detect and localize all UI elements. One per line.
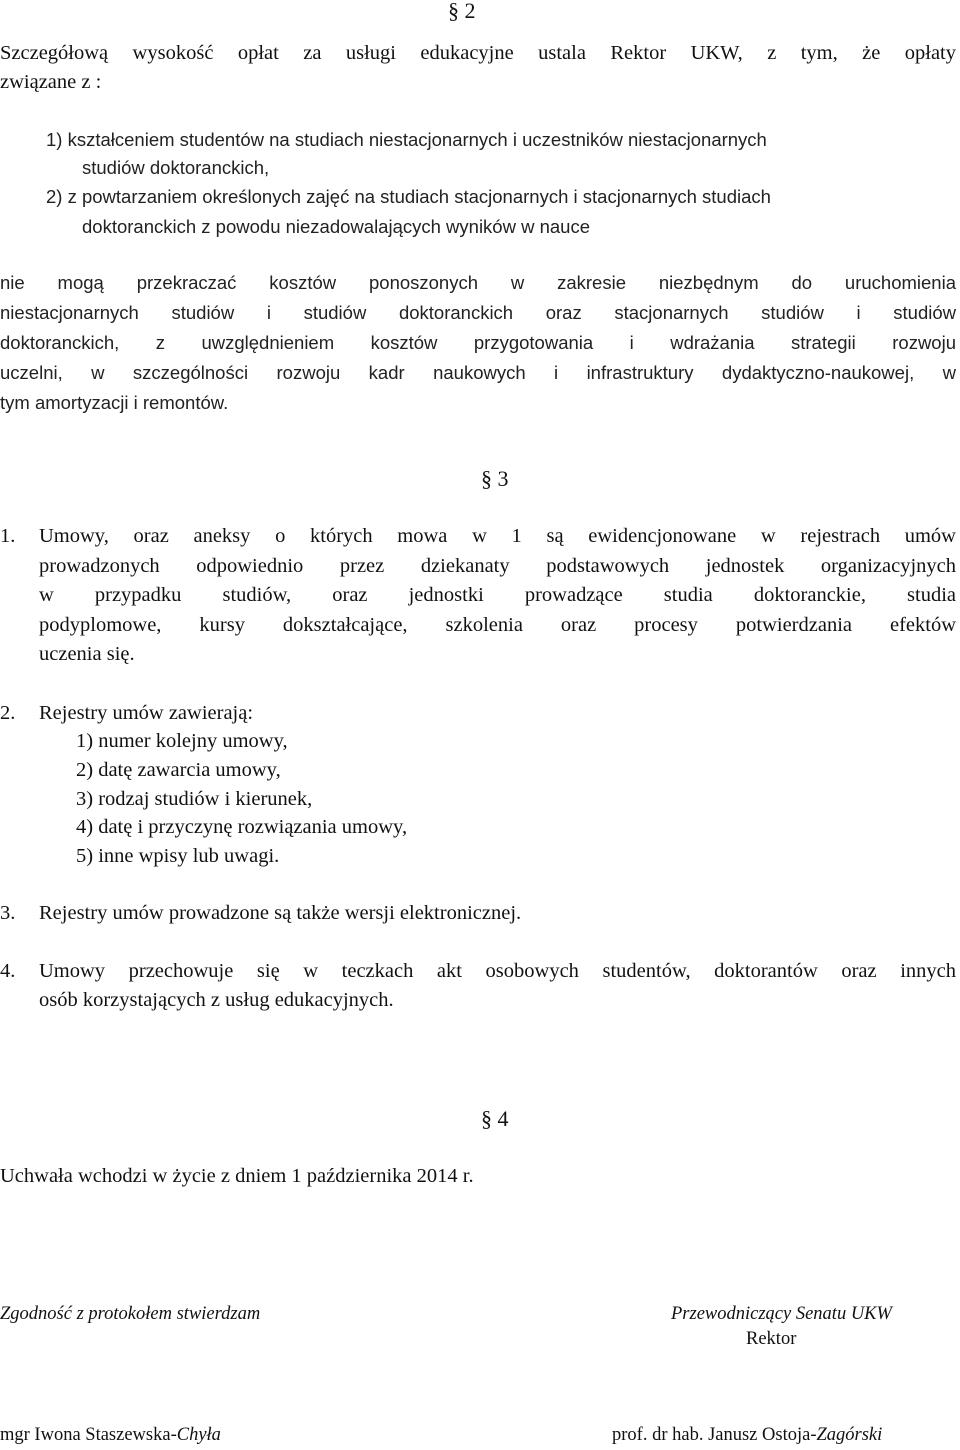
section-3-para-1-line-5: uczenia się. [39,643,135,665]
section-4-text: Uchwała wchodzi w życie z dniem 1 października 2014 r. [0,1165,474,1187]
section-2-item-2-line-2: doktoranckich z powodu niezadowalających wyników w nauce [82,216,591,237]
list-item: 3) rodzaj studiów i kierunek, [76,788,313,810]
list-item: 4) datę i przyczynę rozwiązania umowy, [76,816,408,838]
section-2-intro-line-1: Szczegółową wysokość opłat za usługi edukacyjne ustala Rektor UKW, z tym, że opłaty [0,42,956,64]
signature-right-role: Rektor [746,1329,797,1349]
section-2-body-line-5: tym amortyzacji i remontów. [0,392,229,413]
section-3-heading [481,466,509,492]
section-2-item-1-line-2: studiów doktoranckich, [82,157,270,178]
section-3-label: § 3 [481,466,509,491]
section-3-para-4-line-1: Umowy przechowuje się w teczkach akt osobowych studentów, doktorantów oraz innych [39,960,956,982]
section-3-para-4-number: 4. [0,960,16,982]
section-2-body [0,272,956,422]
signature-right-name-italic: Zagórski [816,1425,883,1445]
signature-left-name-italic: Chyła [176,1425,221,1445]
signature-left-name-plain: mgr Iwona Staszewska- [0,1425,177,1445]
signature-left-name [0,1425,221,1446]
section-3-para-3-text: Rejestry umów prowadzone są także wersji elektronicznej. [39,902,522,924]
section-2-body-line-4: uczelni, w szczególności rozwoju kadr naukowych i infrastruktury dydaktyczno-naukowej, w [0,362,956,383]
list-item: 5) inne wpisy lub uwagi. [76,845,280,867]
section-3-para-2-number: 2. [0,702,16,724]
signature-left-title: Zgodność z protokołem stwierdzam [0,1304,261,1324]
list-item: 1) numer kolejny umowy, [76,730,288,752]
section-4-heading [481,1106,509,1132]
section-3-para-4-line-2: osób korzystających z usług edukacyjnych. [39,989,394,1011]
section-3-para-1 [39,525,956,673]
section-3-para-2-text: Rejestry umów zawierają: [39,702,254,724]
signature-right-name-plain: prof. dr hab. Janusz Ostoja- [612,1425,817,1445]
section-2-item-1-line-1: 1) kształceniem studentów na studiach niestacjonarnych i uczestników niestacjonarnych [46,129,767,150]
section-4-label: § 4 [481,1106,509,1131]
section-2-label: § 2 [448,0,476,23]
signature-right-title: Przewodniczący Senatu UKW [671,1304,892,1324]
section-2-body-line-3: doktoranckich, z uwzględnieniem kosztów przygotowania i wdrażania strategii rozwoju [0,332,956,353]
section-2-body-line-2: niestacjonarnych studiów i studiów doktoranckich oraz stacjonarnych studiów i studiów [0,302,956,323]
section-3-para-1-line-3: w przypadku studiów, oraz jednostki prowadzące studia doktoranckie, studia [39,584,956,606]
section-3-para-1-number: 1. [0,525,16,547]
section-2-body-line-1: nie mogą przekraczać kosztów ponoszonych w zakresie niezbędnym do uruchomienia [0,272,956,293]
signature-right-name [612,1425,882,1446]
section-3-para-1-line-1: Umowy, oraz aneksy o których mowa w 1 są ewidencjonowane w rejestrach umów [39,525,956,547]
section-2-item-2-line-1: 2) z powtarzaniem określonych zajęć na studiach stacjonarnych i stacjonarnych studiach [46,186,771,207]
section-3-para-3-number: 3. [0,902,16,924]
list-item: 2) datę zawarcia umowy, [76,759,281,781]
section-3-para-1-line-4: podyplomowe, kursy dokształcające, szkolenia oraz procesy potwierdzania efektów [39,613,956,636]
section-2-heading [448,0,476,24]
section-3-para-1-line-2: prowadzonych odpowiednio przez dziekanaty podstawowych jednostek organizacyjnych [39,554,956,577]
section-2-intro-line-2: związane z : [0,71,102,93]
